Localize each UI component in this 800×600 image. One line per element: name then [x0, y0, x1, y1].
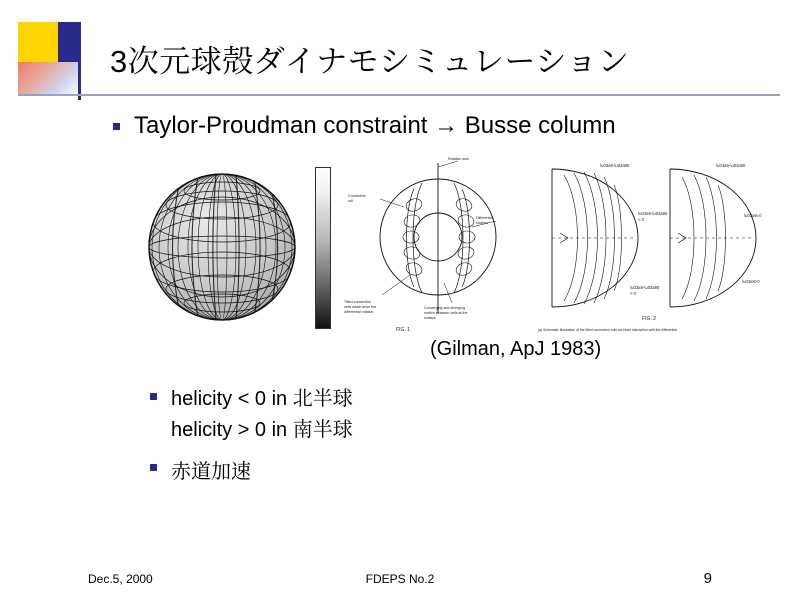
- svg-text:\u03a9-\u03a90: \u03a9-\u03a90: [600, 163, 630, 168]
- svg-text:cells which drive the: cells which drive the: [344, 305, 377, 309]
- svg-text:Rotation axis: Rotation axis: [448, 157, 469, 161]
- page-title: 3次元球殻ダイナモシミュレーション: [110, 44, 630, 79]
- svg-text:(a) Schematic illustration of: (a) Schematic illustration of the tilted convection rolls and their interaction with the differential: [538, 328, 677, 332]
- svg-text:Convective: Convective: [348, 194, 366, 198]
- svg-text:motion between cells at the: motion between cells at the: [424, 311, 468, 315]
- svg-text:roll: roll: [348, 199, 353, 203]
- svg-text:rotation: rotation: [476, 221, 488, 225]
- decoration-vertical-line: [78, 22, 81, 100]
- footer-page-number: 9: [703, 570, 712, 587]
- decoration-gradient-block: [18, 62, 80, 94]
- globe-differential-rotation-figure: [140, 165, 305, 330]
- grayscale-colorbar: [315, 167, 331, 329]
- svg-text:Differential: Differential: [476, 216, 494, 220]
- svg-text:Tilted convection: Tilted convection: [344, 300, 371, 304]
- bullet-item-helicity: [150, 384, 353, 446]
- svg-text:\u03a9-\u03a90: \u03a9-\u03a90: [630, 285, 660, 290]
- svg-text:< 0: < 0: [638, 217, 644, 222]
- bullet-line: helicity > 0 in 南半球: [171, 419, 353, 441]
- bullet-item-equatorial: [150, 455, 251, 484]
- svg-text:Converging and diverging: Converging and diverging: [424, 306, 465, 310]
- bullet-square-icon: [150, 393, 157, 400]
- busse-column-schematic-figure: [340, 155, 525, 335]
- svg-text:FIG. 2: FIG. 2: [642, 316, 656, 322]
- decoration-blue-rect: [58, 22, 80, 62]
- bullet-text-equatorial: 赤道加速: [171, 461, 251, 483]
- meridional-contour-panels-figure: [530, 155, 770, 335]
- svg-text:\u03a9=0: \u03a9=0: [744, 213, 762, 218]
- decoration-horizontal-rule: [18, 94, 780, 96]
- bullet-square-icon: [150, 464, 157, 471]
- svg-text:surface: surface: [424, 316, 436, 320]
- svg-text:\u03a9-\u03a90: \u03a9-\u03a90: [716, 163, 746, 168]
- figure-caption: (Gilman, ApJ 1983): [430, 338, 602, 360]
- bullet-line: helicity < 0 in 北半球: [171, 388, 353, 410]
- bullet-square-icon: [113, 123, 120, 130]
- figure-area: [140, 155, 770, 335]
- bullet-text-helicity: [171, 384, 353, 446]
- decoration-yellow-square: [18, 22, 58, 62]
- svg-text:differential rotation: differential rotation: [344, 310, 374, 314]
- svg-text:FIG. 1: FIG. 1: [396, 327, 410, 333]
- svg-text:\u03a9>0: \u03a9>0: [742, 279, 760, 284]
- svg-text:> 0: > 0: [630, 291, 636, 296]
- footer-title: FDEPS No.2: [365, 572, 435, 586]
- bullet-text: Taylor-Proudman constraint → Busse column: [134, 112, 616, 139]
- svg-text:\u03a9-\u03a90: \u03a9-\u03a90: [638, 211, 668, 216]
- footer-date: Dec.5, 2000: [88, 572, 153, 586]
- bullet-item-main: [113, 112, 616, 140]
